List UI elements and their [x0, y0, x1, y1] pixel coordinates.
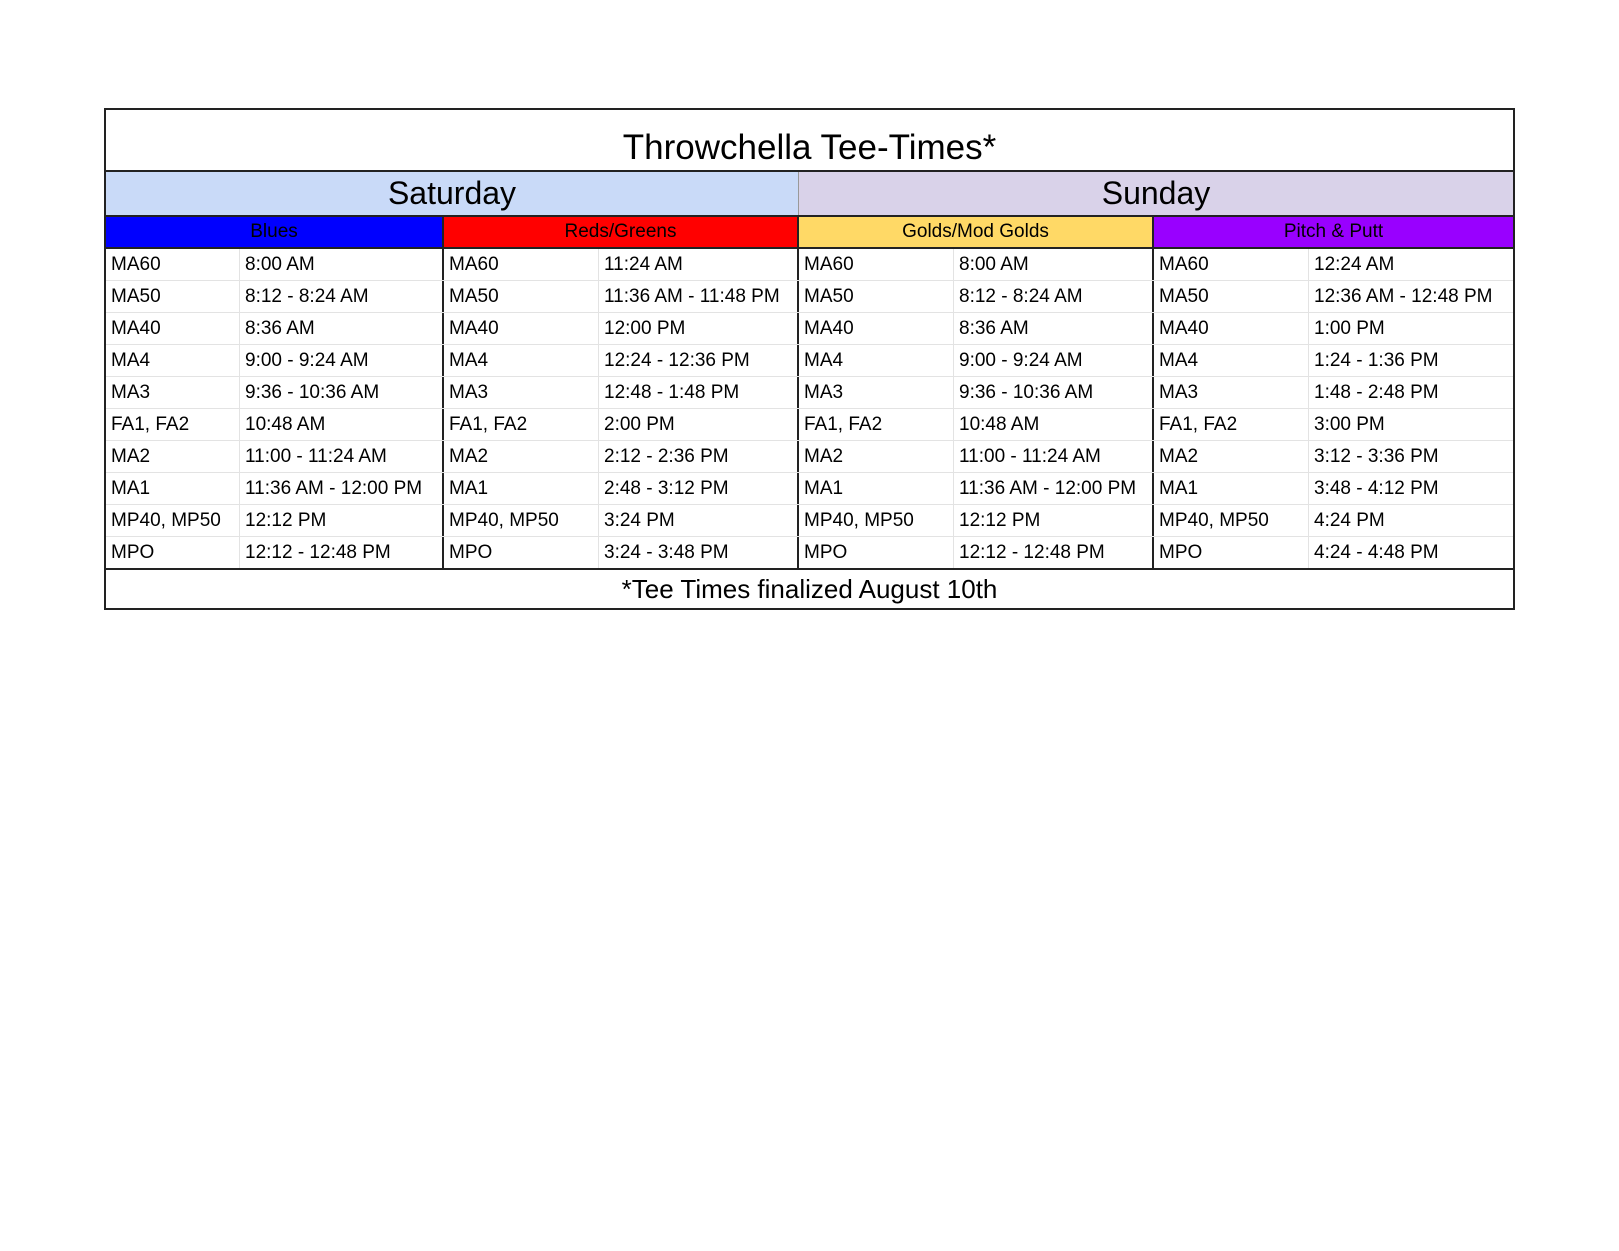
- time-cell-golds: 9:00 - 9:24 AM: [954, 345, 1154, 376]
- time-cell-blues: 11:00 - 11:24 AM: [240, 441, 444, 472]
- division-cell-pitch-putt: MA4: [1154, 345, 1309, 376]
- division-cell-reds-greens: MA2: [444, 441, 599, 472]
- division-cell-blues: MP40, MP50: [106, 505, 240, 536]
- time-cell-pitch-putt: 12:24 AM: [1314, 253, 1395, 275]
- division-cell-reds-greens: MA1: [444, 473, 599, 504]
- footer-note: *Tee Times finalized August 10th: [621, 573, 998, 604]
- time-cell-golds: 12:12 PM: [954, 505, 1154, 536]
- course-header-golds: Golds/Mod Golds: [799, 217, 1154, 247]
- division-cell-reds-greens: MP40, MP50: [444, 505, 599, 536]
- time-cell-pitch-putt: 12:36 AM - 12:48 PM: [1314, 285, 1493, 307]
- time-cell-golds: 9:36 - 10:36 AM: [954, 377, 1154, 408]
- division-cell-blues: MA2: [106, 441, 240, 472]
- day-header-row: [106, 172, 1513, 217]
- division-cell-pitch-putt: MA2: [1154, 441, 1309, 472]
- course-header-blues: Blues: [106, 217, 444, 247]
- division-cell-pitch-putt: MA3: [1154, 377, 1309, 408]
- time-cell-reds-greens: 3:24 - 3:48 PM: [599, 537, 799, 568]
- table-row: [106, 473, 1513, 505]
- time-cell-blues: 9:00 - 9:24 AM: [240, 345, 444, 376]
- time-cell-reds-greens: 11:36 AM - 11:48 PM: [599, 281, 799, 312]
- division-cell-golds: MA50: [799, 281, 954, 312]
- division-cell-reds-greens: MA50: [444, 281, 599, 312]
- day-header-sunday: Sunday: [799, 172, 1513, 215]
- division-cell-golds: MA4: [799, 345, 954, 376]
- time-cell-pitch-putt: 3:48 - 4:12 PM: [1314, 477, 1439, 499]
- course-header-reds-greens: Reds/Greens: [444, 217, 799, 247]
- time-cell-reds-greens: 2:12 - 2:36 PM: [599, 441, 799, 472]
- table-row: [106, 313, 1513, 345]
- division-cell-golds: FA1, FA2: [799, 409, 954, 440]
- division-cell-blues: FA1, FA2: [106, 409, 240, 440]
- time-cell-golds: 10:48 AM: [954, 409, 1154, 440]
- time-cell-golds: 8:36 AM: [954, 313, 1154, 344]
- day-header-saturday: Saturday: [106, 172, 799, 215]
- time-cell-blues: 8:12 - 8:24 AM: [240, 281, 444, 312]
- division-cell-golds: MA3: [799, 377, 954, 408]
- time-cell-reds-greens: 12:00 PM: [599, 313, 799, 344]
- time-cell-golds: 12:12 - 12:48 PM: [954, 537, 1154, 568]
- time-cell-blues: 8:00 AM: [240, 249, 444, 280]
- division-cell-blues: MPO: [106, 537, 240, 568]
- division-cell-reds-greens: MA3: [444, 377, 599, 408]
- division-cell-blues: MA40: [106, 313, 240, 344]
- time-cell-reds-greens: 2:48 - 3:12 PM: [599, 473, 799, 504]
- division-cell-golds: MA60: [799, 249, 954, 280]
- time-cell-blues: 9:36 - 10:36 AM: [240, 377, 444, 408]
- table-row: [106, 409, 1513, 441]
- time-cell-golds: 11:00 - 11:24 AM: [954, 441, 1154, 472]
- division-cell-pitch-putt: MPO: [1154, 537, 1309, 568]
- division-cell-reds-greens: MA40: [444, 313, 599, 344]
- division-cell-reds-greens: MA4: [444, 345, 599, 376]
- time-cell-blues: 10:48 AM: [240, 409, 444, 440]
- table-row: [106, 537, 1513, 570]
- division-cell-golds: MP40, MP50: [799, 505, 954, 536]
- division-cell-pitch-putt: MA40: [1154, 313, 1309, 344]
- time-cell-blues: 11:36 AM - 12:00 PM: [240, 473, 444, 504]
- division-cell-reds-greens: FA1, FA2: [444, 409, 599, 440]
- division-cell-reds-greens: MPO: [444, 537, 599, 568]
- table-row: [106, 505, 1513, 537]
- division-cell-pitch-putt: FA1, FA2: [1154, 409, 1309, 440]
- tee-times-sheet: [104, 108, 1515, 610]
- time-cell-blues: 8:36 AM: [240, 313, 444, 344]
- time-cell-reds-greens: 11:24 AM: [599, 249, 799, 280]
- time-cell-reds-greens: 3:24 PM: [599, 505, 799, 536]
- time-cell-pitch-putt: 1:00 PM: [1314, 317, 1385, 339]
- table-row: [106, 249, 1513, 281]
- division-cell-blues: MA3: [106, 377, 240, 408]
- course-header-row: [106, 217, 1513, 249]
- division-cell-pitch-putt: MP40, MP50: [1154, 505, 1309, 536]
- sheet-title: Throwchella Tee-Times*: [106, 110, 1513, 172]
- division-cell-blues: MA60: [106, 249, 240, 280]
- time-cell-pitch-putt: 4:24 - 4:48 PM: [1314, 541, 1439, 563]
- time-cell-blues: 12:12 - 12:48 PM: [240, 537, 444, 568]
- time-cell-pitch-putt: 4:24 PM: [1314, 509, 1385, 531]
- time-cell-reds-greens: 12:24 - 12:36 PM: [599, 345, 799, 376]
- time-cell-golds: 8:00 AM: [954, 249, 1154, 280]
- table-row: [106, 345, 1513, 377]
- time-cell-blues: 12:12 PM: [240, 505, 444, 536]
- time-cell-reds-greens: 2:00 PM: [599, 409, 799, 440]
- division-cell-golds: MPO: [799, 537, 954, 568]
- table-row: [106, 281, 1513, 313]
- division-cell-reds-greens: MA60: [444, 249, 599, 280]
- schedule-grid: [106, 249, 1513, 570]
- time-cell-golds: 11:36 AM - 12:00 PM: [954, 473, 1154, 504]
- division-cell-pitch-putt: MA60: [1154, 249, 1309, 280]
- division-cell-golds: MA40: [799, 313, 954, 344]
- division-cell-blues: MA50: [106, 281, 240, 312]
- time-cell-pitch-putt: 3:12 - 3:36 PM: [1314, 445, 1439, 467]
- division-cell-golds: MA1: [799, 473, 954, 504]
- table-row: [106, 377, 1513, 409]
- division-cell-blues: MA1: [106, 473, 240, 504]
- time-cell-reds-greens: 12:48 - 1:48 PM: [599, 377, 799, 408]
- time-cell-golds: 8:12 - 8:24 AM: [954, 281, 1154, 312]
- time-cell-pitch-putt: 1:48 - 2:48 PM: [1314, 381, 1439, 403]
- table-row: [106, 441, 1513, 473]
- division-cell-blues: MA4: [106, 345, 240, 376]
- course-header-pitch-putt: Pitch & Putt: [1154, 217, 1513, 247]
- time-cell-pitch-putt: 3:00 PM: [1314, 413, 1385, 435]
- division-cell-pitch-putt: MA1: [1154, 473, 1309, 504]
- time-cell-pitch-putt: 1:24 - 1:36 PM: [1314, 349, 1439, 371]
- division-cell-pitch-putt: MA50: [1154, 281, 1309, 312]
- division-cell-golds: MA2: [799, 441, 954, 472]
